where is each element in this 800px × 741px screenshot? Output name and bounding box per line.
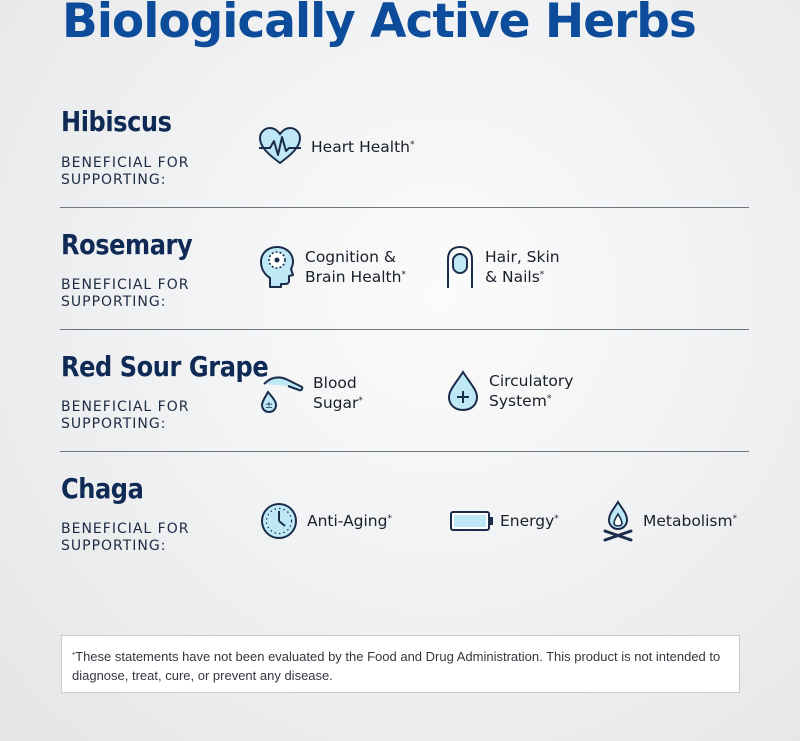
page-title: Biologically Active Herbs: [62, 0, 696, 49]
beneficial-label-line1: BENEFICIAL FOR: [61, 399, 190, 415]
herb-name-red-sour-grape: Red Sour Grape: [61, 350, 269, 383]
benefit-energy: [450, 510, 559, 532]
benefit-hair-skin-nails: [444, 245, 560, 289]
beneficial-label: [61, 277, 241, 311]
beneficial-label-line1: BENEFICIAL FOR: [61, 277, 190, 293]
benefit-circulatory: [446, 370, 573, 412]
benefit-label: Hair, Skin & Nails*: [485, 248, 560, 286]
blood-sugar-drop-icon: [258, 372, 304, 414]
fda-disclaimer: *These statements have not been evaluated by the Food and Drug Administration. This product is not intended to diagnose, treat, cure, or prevent any disease.: [61, 635, 740, 693]
beneficial-label-line2: SUPPORTING:: [61, 416, 167, 432]
beneficial-label-line2: SUPPORTING:: [61, 172, 167, 188]
section-divider: [60, 451, 749, 452]
benefit-blood-sugar: [258, 372, 363, 414]
beneficial-label: [61, 155, 241, 189]
heart-pulse-icon: [258, 127, 302, 167]
herb-name-rosemary: Rosemary: [61, 228, 193, 261]
beneficial-label-line2: SUPPORTING:: [61, 294, 167, 310]
herb-name-hibiscus: Hibiscus: [61, 105, 172, 138]
blood-drop-plus-icon: [446, 370, 480, 412]
beneficial-label: [61, 521, 241, 555]
beneficial-label: [61, 399, 241, 433]
benefit-anti-aging: [260, 502, 392, 540]
benefit-label: Blood Sugar*: [313, 374, 363, 412]
beneficial-label-line2: SUPPORTING:: [61, 538, 167, 554]
section-divider: [60, 329, 749, 330]
section-divider: [60, 207, 749, 208]
svg-text:±: ±: [264, 400, 274, 411]
benefit-cognition: [258, 245, 406, 289]
benefit-label: Heart Health*: [311, 138, 415, 156]
benefit-label: Anti-Aging*: [307, 512, 392, 530]
benefit-label: Metabolism*: [643, 512, 738, 530]
beneficial-label-line1: BENEFICIAL FOR: [61, 155, 190, 171]
beneficial-label-line1: BENEFICIAL FOR: [61, 521, 190, 537]
benefit-label: Circulatory System*: [489, 372, 574, 410]
herb-name-chaga: Chaga: [61, 472, 144, 505]
clock-icon: [260, 502, 298, 540]
benefit-label: Cognition & Brain Health*: [305, 248, 406, 286]
benefit-metabolism: [602, 500, 737, 542]
benefit-heart-health: [258, 127, 414, 167]
benefit-label: Energy*: [500, 512, 559, 530]
battery-icon: [450, 510, 494, 532]
brain-head-icon: [258, 245, 296, 289]
fingernail-icon: [444, 245, 476, 289]
campfire-icon: [602, 500, 634, 542]
